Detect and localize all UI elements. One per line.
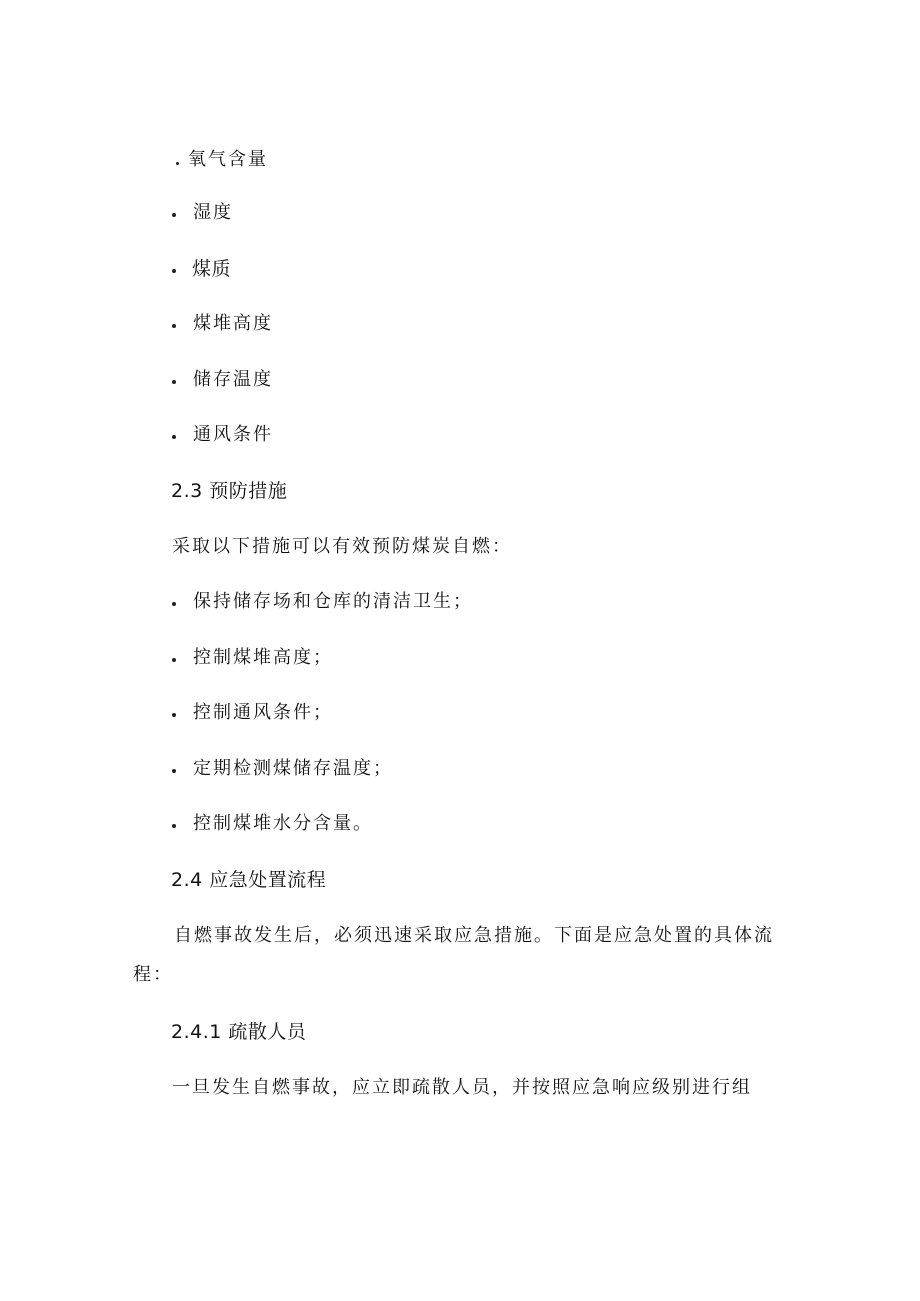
section-heading: 2.4.1 疏散人员 xyxy=(171,1021,307,1043)
list-item: 煤堆高度 xyxy=(193,313,273,334)
list-item: 煤质 xyxy=(192,258,232,280)
list-item: 定期检测煤储存温度； xyxy=(193,758,393,779)
list-item: 湿度 xyxy=(193,202,233,223)
paragraph: 采取以下措施可以有效预防煤炭自燃： xyxy=(172,536,512,557)
bullet-icon xyxy=(172,324,176,328)
list-item: 通风条件 xyxy=(193,424,273,445)
bullet-icon xyxy=(172,435,176,439)
bullet-icon xyxy=(172,824,176,828)
paragraph-line: 自燃事故发生后，必须迅速采取应急措施。下面是应急处置的具体流 xyxy=(174,925,774,946)
list-item: 储存温度 xyxy=(193,369,273,390)
bullet-icon xyxy=(172,769,176,773)
list-item: 氧气含量 xyxy=(188,149,268,170)
section-heading: 2.4 应急处置流程 xyxy=(171,869,327,891)
list-item: 保持储存场和仓库的清洁卫生； xyxy=(193,591,473,612)
bullet-icon xyxy=(172,269,176,273)
section-heading: 2.3 预防措施 xyxy=(171,480,288,502)
paragraph-line: 一旦发生自燃事故，应立即疏散人员，并按照应急响应级别进行组 xyxy=(172,1077,752,1098)
bullet-icon xyxy=(172,213,176,217)
paragraph-line: 程： xyxy=(133,964,173,985)
list-item: 控制煤堆高度； xyxy=(193,647,333,668)
bullet-icon xyxy=(172,713,176,717)
bullet-icon xyxy=(172,658,176,662)
list-item: 控制煤堆水分含量。 xyxy=(193,813,373,834)
list-item: 控制通风条件； xyxy=(193,702,333,723)
bullet-icon xyxy=(176,162,179,165)
bullet-icon xyxy=(172,602,176,606)
bullet-icon xyxy=(172,380,176,384)
